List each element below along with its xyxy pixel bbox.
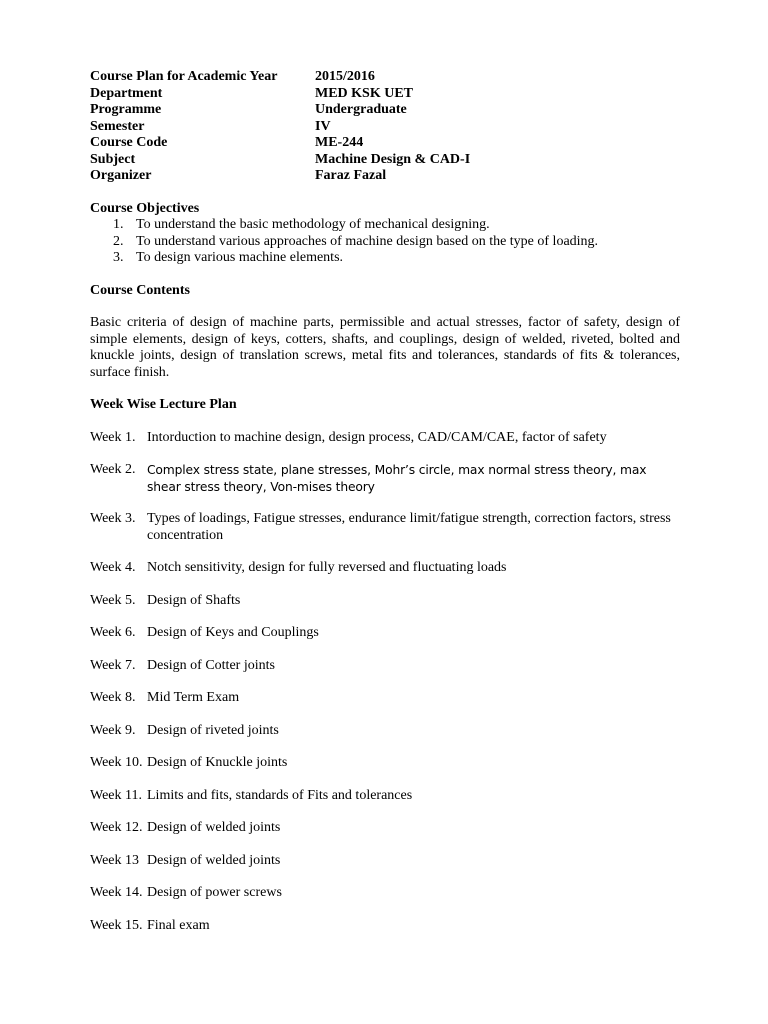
info-value: Machine Design & CAD-I [315, 151, 471, 167]
week-label: Week 12. [90, 820, 143, 835]
week-topic: Intorduction to machine design, design process, CAD/CAM/CAE, factor of safety [147, 429, 607, 445]
info-value: Faraz Fazal [315, 168, 387, 183]
week-row [90, 462, 680, 495]
objectives-list [90, 217, 680, 267]
contents-heading: Course Contents [90, 282, 190, 298]
week-row [90, 723, 680, 740]
info-label: Semester [90, 118, 145, 134]
week-topic: Notch sensitivity, design for fully reversed and fluctuating loads [147, 560, 507, 575]
list-item-text: To understand various approaches of machine design based on the type of loading. [136, 233, 599, 249]
week-topic: Design of power screws [147, 885, 282, 900]
week-topic: Design of welded joints [147, 852, 281, 868]
week-label: Week 5. [90, 592, 136, 608]
objectives-heading: Course Objectives [90, 200, 200, 216]
week-label: Week 2. [90, 462, 136, 477]
week-label: Week 15. [90, 917, 143, 933]
info-label: Course Plan for Academic Year [90, 69, 278, 84]
list-item-text: To design various machine elements. [136, 250, 344, 265]
week-topic: Design of welded joints [147, 820, 281, 835]
info-value: ME-244 [315, 135, 364, 150]
list-item [90, 217, 680, 234]
week-row [90, 690, 680, 707]
week-row [90, 625, 680, 642]
week-label: Week 6. [90, 625, 136, 640]
course-plan-document [90, 69, 680, 934]
lecture-plan-heading: Week Wise Lecture Plan [90, 397, 237, 412]
week-row [90, 885, 680, 902]
info-label: Subject [90, 151, 136, 167]
week-topic: Mid Term Exam [147, 690, 240, 705]
week-topic: Design of Shafts [147, 592, 241, 608]
info-label: Organizer [90, 168, 152, 183]
info-label: Programme [90, 102, 162, 117]
week-label: Week 1. [90, 429, 136, 445]
info-value: IV [315, 118, 331, 134]
week-label: Week 11. [90, 787, 143, 803]
week-topic: Types of loadings, Fatigue stresses, endurance limit/fatigue strength, correction factors, stress concentration [147, 511, 671, 543]
list-item-number: 1. [113, 217, 124, 232]
list-item-number: 3. [113, 250, 124, 265]
week-label: Week 4. [90, 560, 136, 575]
info-value: MED KSK UET [315, 85, 414, 101]
week-label: Week 9. [90, 722, 136, 738]
course-info-table [90, 69, 680, 185]
week-row [90, 658, 680, 675]
contents-paragraph: Basic criteria of design of machine parts, permissible and actual stresses, factor of safety, design of simple elements, design of keys, cotters, shafts, and couplings, design of welded, riveted, bolted and knuckle joints, design of translation screws, metal fits and tolerances, standards of fits & tolerances, surface finish. [90, 315, 680, 380]
info-value: 2015/2016 [315, 69, 375, 84]
week-row [90, 788, 680, 805]
week-row [90, 430, 680, 447]
info-value: Undergraduate [315, 102, 407, 117]
week-row [90, 853, 680, 870]
list-item-text: To understand the basic methodology of mechanical designing. [136, 217, 490, 232]
week-topic: Design of Knuckle joints [147, 755, 288, 770]
week-row [90, 560, 680, 577]
list-item [90, 250, 680, 267]
week-label: Week 10. [90, 755, 143, 770]
week-label: Week 8. [90, 690, 136, 705]
week-topic: Complex stress state, plane stresses, Mohr’s circle, max normal stress theory, max shear stress theory, Von-mises theory [147, 463, 647, 494]
week-topic: Design of Cotter joints [147, 657, 275, 673]
week-topic: Design of Keys and Couplings [147, 625, 319, 640]
week-list [90, 430, 680, 935]
list-item [90, 234, 680, 251]
week-label: Week 3. [90, 511, 136, 526]
week-row [90, 820, 680, 837]
week-topic: Limits and fits, standards of Fits and tolerances [147, 787, 413, 803]
week-label: Week 14. [90, 885, 143, 900]
week-label: Week 7. [90, 657, 136, 673]
week-row [90, 755, 680, 772]
week-row [90, 593, 680, 610]
week-topic: Final exam [147, 917, 210, 933]
week-row [90, 918, 680, 935]
week-row [90, 511, 680, 544]
info-label: Department [90, 85, 163, 101]
info-label: Course Code [90, 135, 168, 150]
week-label: Week 13 [90, 852, 140, 868]
list-item-number: 2. [113, 233, 124, 249]
week-topic: Design of riveted joints [147, 722, 279, 738]
